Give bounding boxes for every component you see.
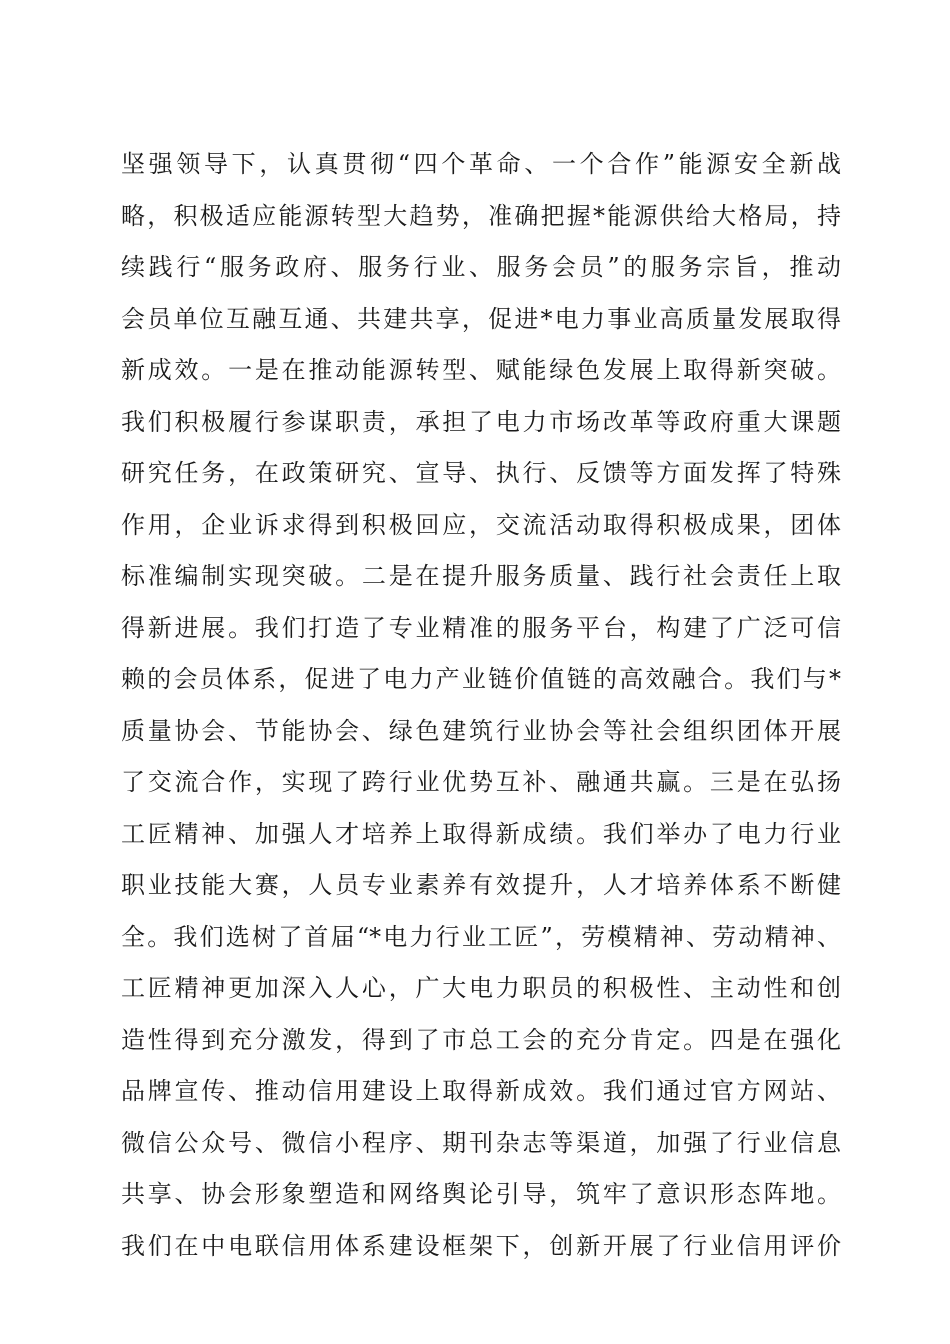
text-line: 了交流合作，实现了跨行业优势互补、融通共赢。三是在弘扬 [121,768,841,796]
text-line: 新成效。一是在推动能源转型、赋能绿色发展上取得新突破。 [121,356,841,384]
text-line: 工匠精神、加强人才培养上取得新成绩。我们举办了电力行业 [121,819,841,848]
body-paragraph [121,139,841,1272]
text-line: 作用，企业诉求得到积极回应，交流活动取得积极成果，团体 [121,510,841,539]
text-line: 造性得到充分激发，得到了市总工会的充分肯定。四是在强化 [121,1025,841,1054]
text-line: 我们积极履行参谋职责，承担了电力市场改革等政府重大课题 [121,407,841,436]
text-line: 品牌宣传、推动信用建设上取得新成效。我们通过官方网站、 [121,1077,841,1105]
text-line: 会员单位互融互通、共建共享，促进*电力事业高质量发展取得 [121,304,841,333]
text-line: 略，积极适应能源转型大趋势，准确把握*能源供给大格局，持 [121,201,841,230]
text-line: 赖的会员体系，促进了电力产业链价值链的高效融合。我们与* [121,665,841,693]
text-line: 我们在中电联信用体系建设框架下，创新开展了行业信用评价 [121,1231,841,1260]
text-line: 研究任务，在政策研究、宣导、执行、反馈等方面发挥了特殊 [121,459,841,487]
text-line: 标准编制实现突破。二是在提升服务质量、践行社会责任上取 [121,562,841,590]
text-line: 共享、协会形象塑造和网络舆论引导，筑牢了意识形态阵地。 [121,1180,841,1208]
text-line: 工匠精神更加深入人心，广大电力职员的积极性、主动性和创 [121,974,841,1002]
text-line: 微信公众号、微信小程序、期刊杂志等渠道，加强了行业信息 [121,1128,841,1157]
text-line: 续践行“服务政府、服务行业、服务会员”的服务宗旨，推动 [121,253,841,281]
text-line: 坚强领导下，认真贯彻“四个革命、一个合作”能源安全新战 [121,150,841,178]
text-line: 得新进展。我们打造了专业精准的服务平台，构建了广泛可信 [121,613,841,642]
text-line: 质量协会、节能协会、绿色建筑行业协会等社会组织团体开展 [121,716,841,745]
text-line: 职业技能大赛，人员专业素养有效提升，人才培养体系不断健 [121,871,841,899]
text-line: 全。我们选树了首届“*电力行业工匠”，劳模精神、劳动精神、 [121,922,841,951]
